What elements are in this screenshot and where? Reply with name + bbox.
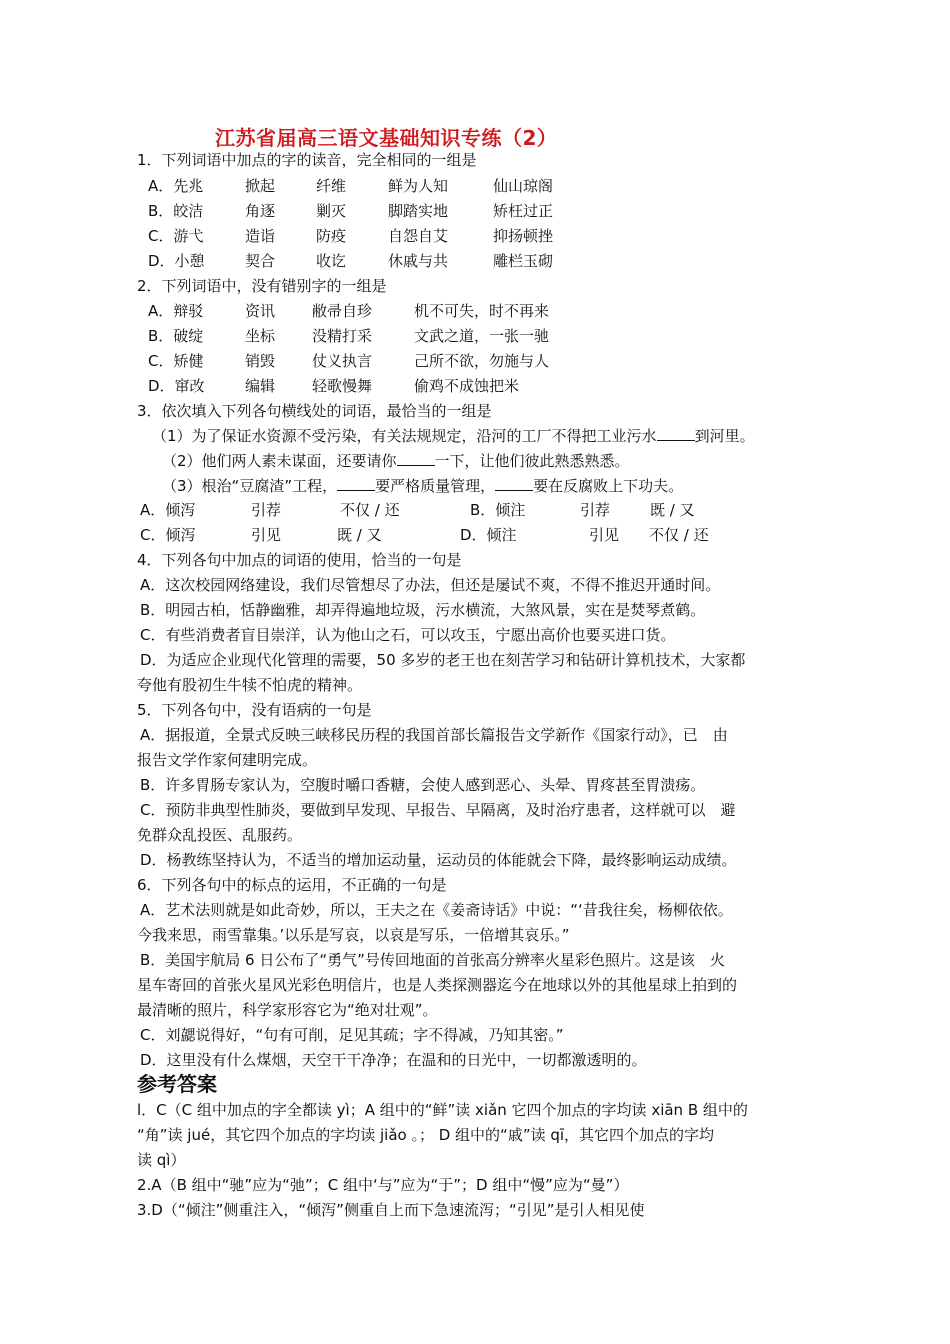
q2-b-2: 坐标: [245, 327, 276, 345]
q1-a-1: A．先兆: [148, 177, 204, 195]
q2-c-2: 销毁: [245, 352, 276, 370]
q6-option-c: C．刘勰说得好，“句有可削，足见其疏；字不得减，乃知其密。”: [140, 1026, 564, 1044]
q2-b-3: 没精打采: [312, 327, 373, 345]
q2-b-1: B．破绽: [148, 327, 204, 345]
q3-a-2: 引荐: [251, 501, 282, 519]
q3-blank-2[interactable]: [397, 451, 435, 466]
q4-option-d-line1: D．为适应企业现代化管理的需要，50 多岁的老王也在刻苦学习和钻研计算机技术，大家都: [140, 651, 746, 669]
q2-a-2: 资讯: [245, 302, 276, 320]
q3-sentence-1: [152, 426, 755, 446]
q3-stem: 3．依次填入下列各句横线处的词语，最恰当的一组是: [137, 402, 492, 420]
q3-s3-part2: 要严格质量管理，: [375, 477, 496, 495]
q1-b-1: B．皎洁: [148, 202, 204, 220]
q3-b-3: 既 / 又: [650, 501, 695, 519]
q3-s2-before: （2）他们两人素未谋面，还要请你: [162, 452, 397, 470]
q3-s3-part3: 要在反腐败上下功夫。: [533, 477, 684, 495]
q3-c-1: C．倾泻: [140, 526, 196, 544]
q2-d-4: 偷鸡不成蚀把米: [414, 377, 520, 395]
q1-option-b: [148, 201, 553, 221]
q3-s1-after: 到河里。: [694, 427, 755, 445]
q2-b-4: 文武之道，一张一驰: [414, 327, 550, 345]
q1-b-3: 剿灭: [316, 202, 347, 220]
q2-option-d: [148, 376, 519, 396]
q3-a-1: A．倾泻: [140, 501, 196, 519]
q3-options-ab: [140, 500, 695, 520]
q6-option-b-line3: 最清晰的照片，科学家形容它为“绝对壮观”。: [137, 1001, 438, 1019]
q4-option-d-line2: 夸他有股初生牛犊不怕虎的精神。: [137, 676, 363, 694]
q1-a-5: 仙山琼阁: [493, 177, 554, 195]
q6-option-a-line2: 今我来思，雨雪靠集。’以乐是写哀，以哀是写乐，一倍增其哀乐。”: [137, 926, 570, 944]
q6-option-d: D．这里没有什么煤烟，天空干干净净；在温和的日光中，一切都激透明的。: [140, 1051, 647, 1069]
q3-d-3: 不仅 / 还: [649, 526, 709, 544]
q6-option-b-line2: 星车寄回的首张火星风光彩色明信片，也是人类探测器迄今在地球以外的其他星球上拍到的: [137, 976, 738, 994]
answer-1-line1: l．C（C 组中加点的字全都读 yì；A 组中的“鲜”读 xiǎn 它四个加点的字均读 xiān B 组中的: [137, 1101, 748, 1119]
q1-d-1: D．小憩: [148, 252, 205, 270]
q1-a-2: 掀起: [245, 177, 276, 195]
q5-stem: 5．下列各句中，没有语病的一句是: [137, 701, 372, 719]
q5-option-a-line2: 报告文学作家何建明完成。: [137, 751, 318, 769]
q5-option-a-line1: A．据报道，全景式反映三峡移民历程的我国首部长篇报告文学新作《国家行动》，已 由: [140, 726, 728, 744]
answer-2: 2.A（B 组中“驰”应为“弛”；C 组中‘与”应为“于”；D 组中“慢”应为“曼”）: [137, 1176, 629, 1194]
q1-d-4: 休戚与共: [388, 252, 449, 270]
q2-c-4: 己所不欲，勿施与人: [414, 352, 550, 370]
q3-s3-part1: （3）根治“豆腐渣”工程，: [162, 477, 338, 495]
q3-a-3: 不仅 / 还: [340, 501, 400, 519]
q1-c-5: 抑扬顿挫: [493, 227, 554, 245]
q3-s2-after: 一下，让他们彼此熟悉熟悉。: [434, 452, 630, 470]
q2-option-b: [148, 326, 549, 346]
q1-option-a: [148, 176, 553, 196]
q6-option-b-line1: B．美国宇航局 6 日公布了“勇气”号传回地面的首张高分辨率火星彩色照片。这是该 火: [140, 951, 725, 969]
q1-b-4: 脚踏实地: [388, 202, 449, 220]
q1-a-4: 鲜为人知: [388, 177, 449, 195]
q3-b-1: B．倾注: [470, 501, 526, 519]
q2-option-c: [148, 351, 549, 371]
q6-stem: 6．下列各句中的标点的运用，不正确的一句是: [137, 876, 447, 894]
q1-c-4: 自怨自艾: [388, 227, 449, 245]
q1-option-c: [148, 226, 553, 246]
q2-stem: 2．下列词语中，没有错别字的一组是: [137, 277, 387, 295]
document-title: 江苏省届高三语文基础知识专练（2）: [215, 126, 558, 150]
q3-d-1: D．倾注: [460, 526, 517, 544]
q1-c-2: 造诣: [245, 227, 276, 245]
q3-d-2: 引见: [589, 526, 620, 544]
q3-sentence-3: [162, 476, 683, 496]
answers-heading: 参考答案: [137, 1072, 217, 1096]
q2-d-2: 编辑: [245, 377, 276, 395]
answer-3: 3.D（“倾注”侧重注入，“倾泻”侧重自上而下急速流泻；“引见”是引人相见使: [137, 1201, 645, 1219]
q3-c-3: 既 / 又: [337, 526, 382, 544]
q3-sentence-2: [162, 451, 630, 471]
q4-option-c: C．有些消费者盲目崇洋，认为他山之石，可以攻玉，宁愿出高价也要买进口货。: [140, 626, 676, 644]
q1-b-2: 角逐: [245, 202, 276, 220]
q4-option-b: B．明园古柏，恬静幽雅，却弄得遍地垃圾，污水横流，大煞风景，实在是焚琴煮鹤。: [140, 601, 706, 619]
q1-a-3: 纤维: [316, 177, 347, 195]
q2-d-1: D．窜改: [148, 377, 205, 395]
q2-a-4: 机不可失，时不再来: [414, 302, 550, 320]
q3-c-2: 引见: [251, 526, 282, 544]
q3-s1-before: （1）为了保证水资源不受污染，有关法规规定，沿河的工厂不得把工业污水: [152, 427, 657, 445]
q3-options-cd: [140, 525, 709, 545]
q5-option-c-line1: C．预防非典型性肺炎，要做到早发现、早报告、早隔离，及时治疗患者，这样就可以 避: [140, 801, 736, 819]
q1-c-3: 防疫: [316, 227, 347, 245]
q1-d-5: 雕栏玉砌: [493, 252, 554, 270]
q5-option-d: D．杨教练坚持认为，不适当的增加运动量，运动员的体能就会下降，最终影响运动成绩。: [140, 851, 737, 869]
q4-stem: 4．下列各句中加点的词语的使用，恰当的一句是: [137, 551, 462, 569]
q2-a-1: A．辩驳: [148, 302, 204, 320]
answer-1-line2: “角”读 jué，其它四个加点的字均读 jiǎo 。； D 组中的“戚”读 qī，其它四个加点的字均: [137, 1126, 715, 1144]
q2-c-3: 仗义执言: [312, 352, 373, 370]
q3-b-2: 引荐: [580, 501, 611, 519]
q3-blank-1[interactable]: [657, 426, 695, 441]
q1-option-d: [148, 251, 553, 271]
q1-d-2: 契合: [245, 252, 276, 270]
q2-c-1: C．矫健: [148, 352, 204, 370]
q4-option-a: A．这次校园网络建设，我们尽管想尽了办法，但还是屡试不爽，不得不推迟开通时间。: [140, 576, 721, 594]
q1-b-5: 矫枉过正: [493, 202, 554, 220]
q3-blank-4[interactable]: [495, 476, 533, 491]
q1-stem: 1．下列词语中加点的字的读音，完全相同的一组是: [137, 151, 477, 169]
q2-option-a: [148, 301, 549, 321]
q5-option-b: B．许多胃肠专家认为，空腹时嚼口香糖，会使人感到恶心、头晕、胃疼甚至胃溃疡。: [140, 776, 706, 794]
q3-blank-3[interactable]: [337, 476, 375, 491]
q1-c-1: C．游弋: [148, 227, 204, 245]
q6-option-a-line1: A．艺术法则就是如此奇妙，所以，王夫之在《姜斋诗话》中说：“‘昔我往矣，杨柳依依。: [140, 901, 733, 919]
q2-a-3: 敝帚自珍: [312, 302, 373, 320]
answer-1-line3: 读 qì）: [137, 1151, 186, 1169]
q1-d-3: 收讫: [316, 252, 347, 270]
q5-option-c-line2: 免群众乱投医、乱服药。: [137, 826, 303, 844]
q2-d-3: 轻歌慢舞: [312, 377, 373, 395]
